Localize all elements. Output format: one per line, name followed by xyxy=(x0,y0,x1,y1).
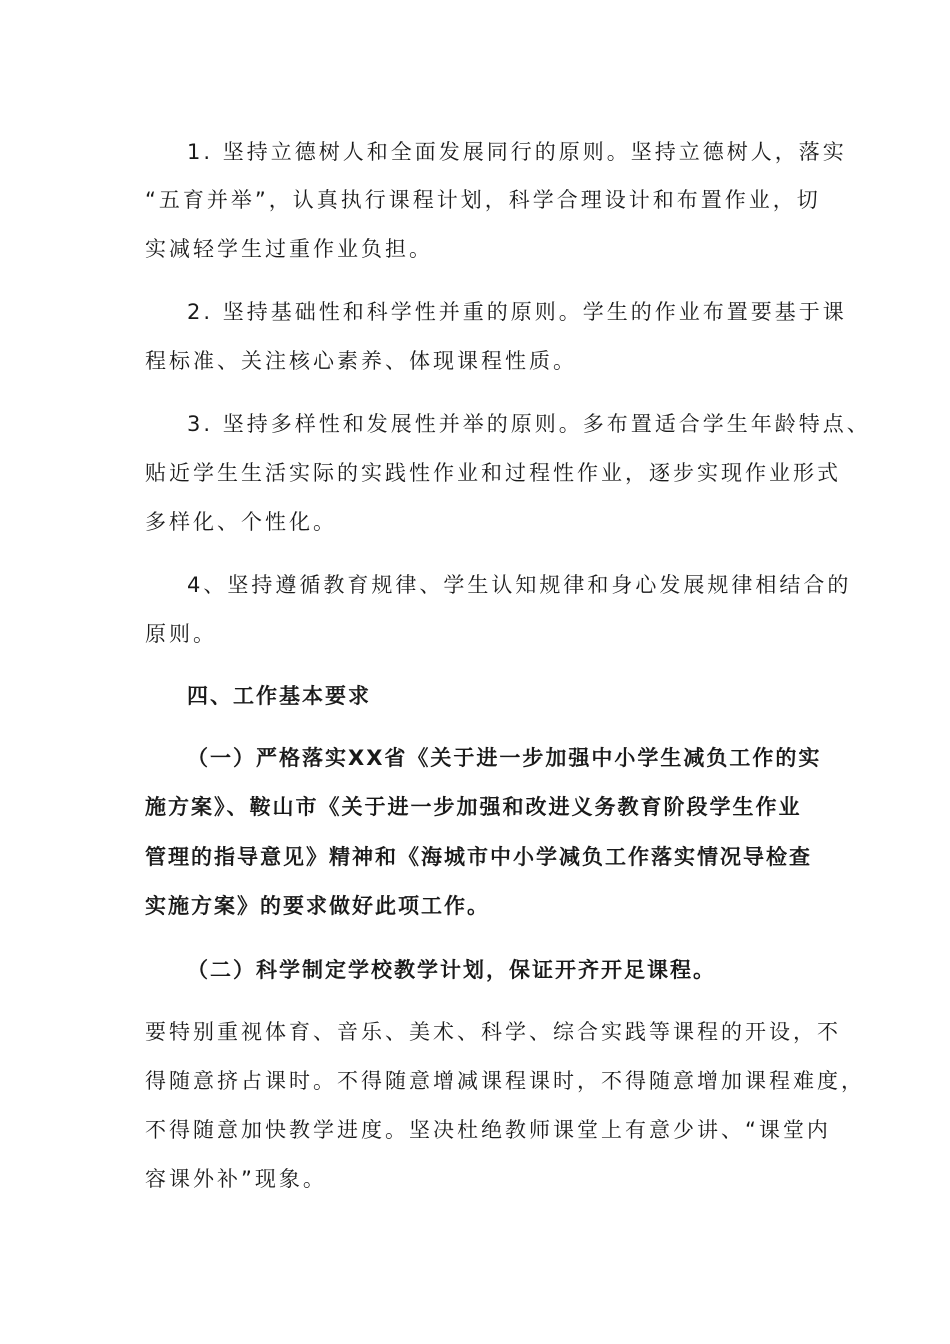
paragraph-1-line-3: 实减轻学生过重作业负担。 xyxy=(145,237,433,261)
paragraph-1-line-2: “五育并举”，认真执行课程计划，科学合理设计和布置作业，切 xyxy=(145,188,821,212)
section-heading-4: 四、工作基本要求 xyxy=(187,684,371,708)
paragraph-1-line-1: 1. 坚持立德树人和全面发展同行的原则。坚持立德树人，落实 xyxy=(187,140,847,164)
paragraph-7-line-4: 容课外补”现象。 xyxy=(145,1167,327,1191)
paragraph-4-line-2: 原则。 xyxy=(145,622,217,646)
paragraph-2-line-1: 2. 坚持基础性和科学性并重的原则。学生的作业布置要基于课 xyxy=(187,300,847,324)
paragraph-5-line-3: 管理的指导意见》精神和《海城市中小学减负工作落实情况导检查 xyxy=(145,845,812,869)
paragraph-5-line-4: 实施方案》的要求做好此项工作。 xyxy=(145,894,490,918)
paragraph-2-line-2: 程标准、关注核心素养、体现课程性质。 xyxy=(145,349,577,373)
paragraph-3-line-2: 贴近学生生活实际的实践性作业和过程性作业，逐步实现作业形式 xyxy=(145,461,841,485)
paragraph-7-line-3: 不得随意加快教学进度。坚决杜绝教师课堂上有意少讲、“课堂内 xyxy=(145,1118,831,1142)
paragraph-5-line-1: （一）严格落实XX省《关于进一步加强中小学生减负工作的实 xyxy=(187,746,822,770)
paragraph-5-line-2: 施方案》、鞍山市《关于进一步加强和改进义务教育阶段学生作业 xyxy=(145,795,802,819)
paragraph-7-line-2: 得随意挤占课时。不得随意增减课程课时，不得随意增加课程难度， xyxy=(145,1069,865,1093)
paragraph-6-line-1: （二）科学制定学校教学计划，保证开齐开足课程。 xyxy=(187,958,716,982)
paragraph-3-line-3: 多样化、个性化。 xyxy=(145,510,337,534)
paragraph-7-line-1: 要特别重视体育、音乐、美术、科学、综合实践等课程的开设，不 xyxy=(145,1020,841,1044)
paragraph-3-line-1: 3. 坚持多样性和发展性并举的原则。多布置适合学生年龄特点、 xyxy=(187,412,871,436)
paragraph-4-line-1: 4、坚持遵循教育规律、学生认知规律和身心发展规律相结合的 xyxy=(187,573,852,597)
